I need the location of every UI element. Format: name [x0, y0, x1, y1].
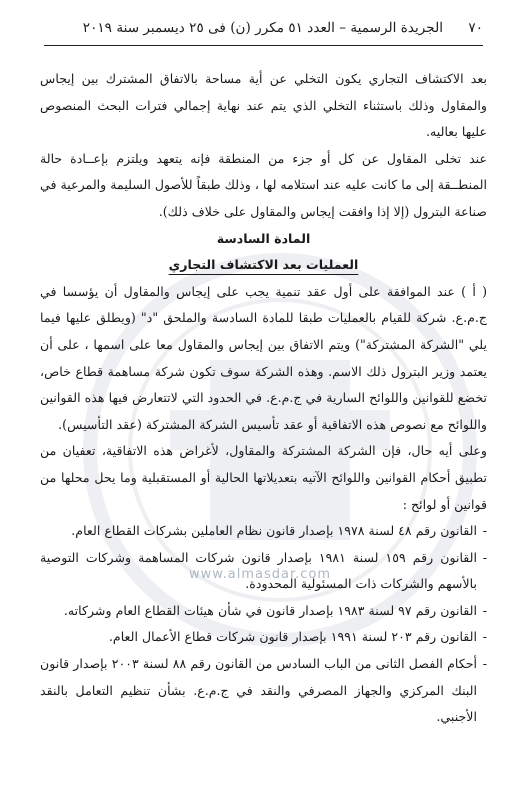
list-item: -أحكام الفصل الثانى من الباب السادس من القانون رقم ٨٨ لسنة ٢٠٠٣ بإصدار قانون البنك المركزي والجهاز المصرفي والنقد في ج.م.ع. بشأن تنظيم التعامل بالنقد الأجنبي. — [40, 656, 487, 725]
header-divider — [44, 45, 483, 46]
gazette-title: الجريدة الرسمية – العدد ٥١ مكرر (ن) فى ٢٥ ديسمبر سنة ٢٠١٩ — [82, 20, 443, 36]
paragraph-2: عند تخلى المقاول عن كل أو جزء من المنطقة فإنه يتعهد ويلتزم بإعــادة حالة المنطــقة إلى ما كانت عليه عند استلامه لها ، وذلك طبقاً للأصول السليمة والمرعية في صناعة البترول (إلا إذا وافقت إيجاس والمقاول على خلاف ذلك). — [40, 150, 487, 219]
list-item: -القانون رقم ٤٨ لسنة ١٩٧٨ بإصدار قانون نظام العاملين بشركات القطاع العام. — [71, 523, 487, 539]
page-number: ٧٠ — [468, 20, 483, 36]
list-item: -القانون رقم ٩٧ لسنة ١٩٨٣ بإصدار قانون في شأن هيئات القطاع العام وشركاته. — [63, 602, 487, 618]
page-header — [44, 16, 483, 40]
paragraph-3: ( أ ) عند الموافقة على أول عقد تنمية يجب على إيجاس والمقاول أن يؤسسا في ج.م.ع. شركة للقيام بالعمليات طبقا للمادة السادسة والملحق "د" (ويطلق عليها فيما يلي "الشركة المشتركة") ويتم الاتفاق بين إيجاس والمقاول معا على اسمها ، على أن يعتمد وزير البترول ذلك الاسم. وهذه الشركة سوف تكون شركة مساهمة قطاع خاص، تخضع للقوانين واللوائح السارية في ج.م.ع. في الحدود التي لاتتعارض فيها هذه القوانين واللوائح مع نصوص هذه الاتفاقية أو عقد تأسيس الشركة المشتركة (عقد التأسيس). — [40, 283, 487, 432]
paragraph-4: وعلى أيه حال، فإن الشركة المشتركة والمقاول، لأغراض هذه الاتفاقية، تعفيان من تطبيق أحكام القوانين واللوائح الآتيه بتعديلاتها الحالية أو المستقبلية وما يحل محلها من قوانين أو لوائح : — [40, 443, 487, 512]
exempted-laws-list — [40, 518, 487, 731]
watermark-url: www.almasdar.com — [188, 567, 332, 582]
article-title: المادة السادسة — [216, 230, 311, 246]
document-body — [40, 66, 487, 780]
section-title: العمليات بعد الاكتشاف التجاري — [168, 257, 359, 273]
list-item: -القانون رقم ١٥٩ لسنة ١٩٨١ بإصدار قانون شركات المساهمة وشركات التوصية بالأسهم والشركات ذات المسئولية المحدودة. — [40, 549, 487, 592]
paragraph-1: بعد الاكتشاف التجاري يكون التخلي عن أية مساحة بالاتفاق المشترك بين إيجاس والمقاول وذلك باستثناء التخلي الذي يتم عند نهاية إجمالي فترات البحث المنصوص عليها بعاليه. — [40, 71, 487, 140]
list-item: -القانون رقم ٢٠٣ لسنة ١٩٩١ بإصدار قانون شركات قطاع الأعمال العام. — [108, 629, 487, 645]
